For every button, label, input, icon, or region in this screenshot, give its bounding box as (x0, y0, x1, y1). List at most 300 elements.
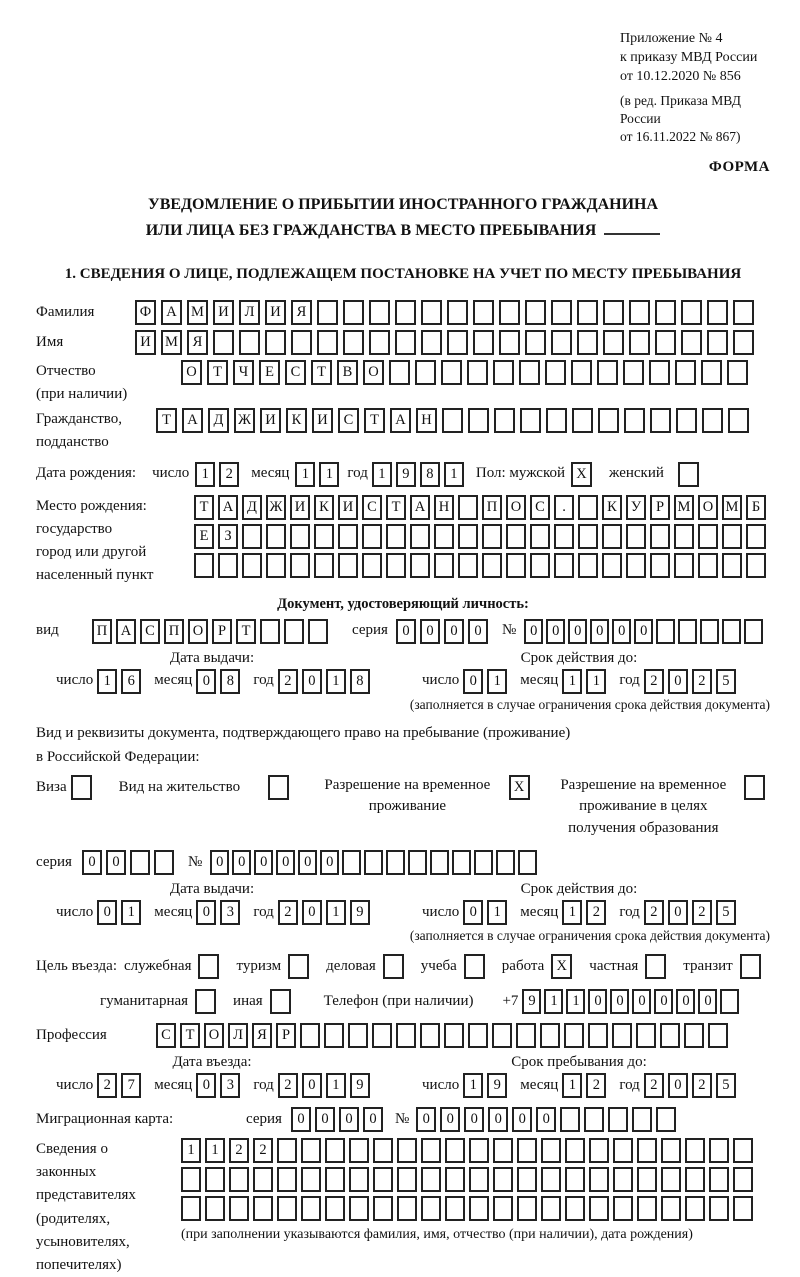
char-cell[interactable] (496, 850, 515, 875)
char-cell[interactable]: И (213, 300, 234, 325)
char-cell[interactable]: Т (311, 360, 332, 385)
char-cell[interactable] (744, 619, 763, 644)
char-cell[interactable] (343, 330, 364, 355)
checkbox[interactable] (270, 989, 291, 1014)
char-cell[interactable]: 0 (291, 1107, 311, 1132)
char-cell[interactable]: 0 (610, 989, 629, 1014)
char-cell[interactable] (675, 360, 696, 385)
char-cell[interactable] (349, 1138, 369, 1163)
char-cell[interactable] (546, 408, 567, 433)
char-cell[interactable]: 0 (363, 1107, 383, 1132)
char-cell[interactable] (530, 524, 550, 549)
char-cell[interactable]: 3 (220, 900, 240, 925)
char-cell[interactable]: О (181, 360, 202, 385)
char-cell[interactable] (707, 330, 728, 355)
char-cell[interactable] (342, 850, 361, 875)
char-cell[interactable]: С (362, 495, 382, 520)
char-cell[interactable] (589, 1167, 609, 1192)
char-cell[interactable]: 0 (654, 989, 673, 1014)
char-cell[interactable]: 0 (668, 1073, 688, 1098)
char-cell[interactable]: Л (239, 300, 260, 325)
char-cell[interactable] (467, 360, 488, 385)
char-cell[interactable]: 2 (586, 1073, 606, 1098)
char-cell[interactable]: К (314, 495, 334, 520)
char-cell[interactable] (277, 1167, 297, 1192)
checkbox[interactable]: X (551, 954, 572, 979)
char-cell[interactable] (290, 524, 310, 549)
char-cell[interactable] (519, 360, 540, 385)
char-cell[interactable]: 1 (463, 1073, 483, 1098)
char-cell[interactable] (362, 524, 382, 549)
char-cell[interactable]: 0 (668, 669, 688, 694)
char-cell[interactable] (623, 360, 644, 385)
char-cell[interactable] (506, 553, 526, 578)
char-cell[interactable] (637, 1196, 657, 1221)
char-cell[interactable]: 1 (444, 462, 464, 487)
char-cell[interactable] (678, 619, 697, 644)
char-cell[interactable] (265, 330, 286, 355)
char-cell[interactable] (364, 850, 383, 875)
char-cell[interactable] (317, 330, 338, 355)
checkbox[interactable] (678, 462, 699, 487)
char-cell[interactable] (445, 1196, 465, 1221)
char-cell[interactable] (577, 330, 598, 355)
char-cell[interactable] (656, 619, 675, 644)
char-cell[interactable] (637, 1138, 657, 1163)
char-cell[interactable] (373, 1196, 393, 1221)
char-cell[interactable] (727, 360, 748, 385)
char-cell[interactable] (525, 330, 546, 355)
char-cell[interactable]: Д (208, 408, 229, 433)
char-cell[interactable] (301, 1138, 321, 1163)
char-cell[interactable]: 1 (487, 900, 507, 925)
char-cell[interactable]: 1 (544, 989, 563, 1014)
char-cell[interactable] (517, 1167, 537, 1192)
char-cell[interactable] (325, 1196, 345, 1221)
char-cell[interactable] (194, 553, 214, 578)
char-cell[interactable]: 0 (676, 989, 695, 1014)
char-cell[interactable]: А (161, 300, 182, 325)
char-cell[interactable] (629, 300, 650, 325)
char-cell[interactable] (685, 1196, 705, 1221)
char-cell[interactable]: 1 (562, 669, 582, 694)
char-cell[interactable] (728, 408, 749, 433)
char-cell[interactable] (229, 1196, 249, 1221)
char-cell[interactable] (709, 1167, 729, 1192)
char-cell[interactable] (700, 619, 719, 644)
char-cell[interactable] (493, 1196, 513, 1221)
char-cell[interactable] (441, 360, 462, 385)
char-cell[interactable]: 1 (372, 462, 392, 487)
char-cell[interactable] (554, 553, 574, 578)
char-cell[interactable]: 9 (487, 1073, 507, 1098)
char-cell[interactable] (474, 850, 493, 875)
char-cell[interactable] (578, 495, 598, 520)
char-cell[interactable] (372, 1023, 392, 1048)
char-cell[interactable] (395, 330, 416, 355)
char-cell[interactable] (444, 1023, 464, 1048)
char-cell[interactable] (733, 300, 754, 325)
checkbox[interactable] (383, 954, 404, 979)
char-cell[interactable] (626, 524, 646, 549)
char-cell[interactable]: 9 (396, 462, 416, 487)
char-cell[interactable] (469, 1167, 489, 1192)
char-cell[interactable] (410, 524, 430, 549)
char-cell[interactable]: 0 (339, 1107, 359, 1132)
char-cell[interactable] (213, 330, 234, 355)
char-cell[interactable]: А (218, 495, 238, 520)
char-cell[interactable] (565, 1138, 585, 1163)
checkbox[interactable] (744, 775, 765, 800)
char-cell[interactable]: И (290, 495, 310, 520)
char-cell[interactable]: 0 (196, 900, 216, 925)
char-cell[interactable] (545, 360, 566, 385)
char-cell[interactable] (722, 524, 742, 549)
char-cell[interactable] (494, 408, 515, 433)
char-cell[interactable] (447, 330, 468, 355)
char-cell[interactable]: С (338, 408, 359, 433)
char-cell[interactable] (708, 1023, 728, 1048)
char-cell[interactable]: И (260, 408, 281, 433)
char-cell[interactable] (564, 1023, 584, 1048)
char-cell[interactable] (130, 850, 150, 875)
char-cell[interactable] (284, 619, 304, 644)
char-cell[interactable]: 0 (396, 619, 416, 644)
char-cell[interactable] (577, 300, 598, 325)
char-cell[interactable]: 0 (488, 1107, 508, 1132)
char-cell[interactable] (218, 553, 238, 578)
char-cell[interactable]: А (410, 495, 430, 520)
char-cell[interactable] (698, 553, 718, 578)
char-cell[interactable] (408, 850, 427, 875)
char-cell[interactable]: 8 (350, 669, 370, 694)
char-cell[interactable] (722, 553, 742, 578)
char-cell[interactable] (733, 1167, 753, 1192)
char-cell[interactable]: 0 (536, 1107, 556, 1132)
char-cell[interactable]: Я (291, 300, 312, 325)
char-cell[interactable] (602, 553, 622, 578)
char-cell[interactable] (565, 1196, 585, 1221)
char-cell[interactable] (525, 300, 546, 325)
char-cell[interactable]: 2 (229, 1138, 249, 1163)
char-cell[interactable] (395, 300, 416, 325)
char-cell[interactable]: 2 (644, 1073, 664, 1098)
char-cell[interactable]: 3 (220, 1073, 240, 1098)
char-cell[interactable] (655, 300, 676, 325)
char-cell[interactable] (674, 553, 694, 578)
char-cell[interactable]: 5 (716, 1073, 736, 1098)
char-cell[interactable]: О (363, 360, 384, 385)
char-cell[interactable]: Ф (135, 300, 156, 325)
char-cell[interactable]: Я (187, 330, 208, 355)
char-cell[interactable] (229, 1167, 249, 1192)
char-cell[interactable] (722, 619, 741, 644)
char-cell[interactable]: Р (650, 495, 670, 520)
char-cell[interactable] (266, 524, 286, 549)
char-cell[interactable] (530, 553, 550, 578)
char-cell[interactable] (720, 989, 739, 1014)
char-cell[interactable] (181, 1196, 201, 1221)
char-cell[interactable] (702, 408, 723, 433)
char-cell[interactable] (603, 300, 624, 325)
char-cell[interactable] (674, 524, 694, 549)
char-cell[interactable]: О (698, 495, 718, 520)
char-cell[interactable] (473, 300, 494, 325)
char-cell[interactable]: Е (194, 524, 214, 549)
char-cell[interactable] (349, 1196, 369, 1221)
char-cell[interactable] (613, 1138, 633, 1163)
char-cell[interactable] (517, 1138, 537, 1163)
char-cell[interactable]: К (602, 495, 622, 520)
char-cell[interactable] (649, 360, 670, 385)
char-cell[interactable] (551, 330, 572, 355)
char-cell[interactable]: 5 (716, 669, 736, 694)
char-cell[interactable] (205, 1196, 225, 1221)
char-cell[interactable] (661, 1196, 681, 1221)
char-cell[interactable]: 0 (254, 850, 273, 875)
char-cell[interactable] (314, 524, 334, 549)
char-cell[interactable] (603, 330, 624, 355)
char-cell[interactable] (613, 1196, 633, 1221)
char-cell[interactable]: Б (746, 495, 766, 520)
char-cell[interactable]: 1 (195, 462, 215, 487)
char-cell[interactable]: 0 (302, 1073, 322, 1098)
char-cell[interactable]: 2 (692, 900, 712, 925)
char-cell[interactable]: П (164, 619, 184, 644)
char-cell[interactable]: 9 (350, 900, 370, 925)
char-cell[interactable]: 0 (420, 619, 440, 644)
char-cell[interactable]: Е (259, 360, 280, 385)
char-cell[interactable] (396, 1023, 416, 1048)
checkbox[interactable] (268, 775, 289, 800)
char-cell[interactable] (636, 1023, 656, 1048)
char-cell[interactable]: О (188, 619, 208, 644)
char-cell[interactable]: 2 (644, 669, 664, 694)
char-cell[interactable] (242, 553, 262, 578)
char-cell[interactable] (589, 1196, 609, 1221)
char-cell[interactable] (541, 1167, 561, 1192)
char-cell[interactable] (560, 1107, 580, 1132)
char-cell[interactable]: 0 (468, 619, 488, 644)
char-cell[interactable]: А (116, 619, 136, 644)
char-cell[interactable] (421, 1138, 441, 1163)
char-cell[interactable]: О (506, 495, 526, 520)
char-cell[interactable]: 0 (97, 900, 117, 925)
char-cell[interactable] (445, 1167, 465, 1192)
char-cell[interactable] (608, 1107, 628, 1132)
char-cell[interactable] (421, 300, 442, 325)
char-cell[interactable]: 0 (464, 1107, 484, 1132)
char-cell[interactable] (578, 553, 598, 578)
char-cell[interactable] (205, 1167, 225, 1192)
char-cell[interactable] (661, 1138, 681, 1163)
char-cell[interactable] (518, 850, 537, 875)
char-cell[interactable]: 1 (487, 669, 507, 694)
char-cell[interactable]: О (204, 1023, 224, 1048)
char-cell[interactable] (386, 524, 406, 549)
char-cell[interactable] (324, 1023, 344, 1048)
char-cell[interactable] (520, 408, 541, 433)
char-cell[interactable] (325, 1138, 345, 1163)
char-cell[interactable]: Т (156, 408, 177, 433)
char-cell[interactable] (369, 300, 390, 325)
char-cell[interactable]: 1 (562, 1073, 582, 1098)
char-cell[interactable]: 2 (692, 669, 712, 694)
char-cell[interactable]: Т (180, 1023, 200, 1048)
char-cell[interactable] (681, 300, 702, 325)
char-cell[interactable] (701, 360, 722, 385)
char-cell[interactable] (452, 850, 471, 875)
char-cell[interactable]: Т (236, 619, 256, 644)
char-cell[interactable]: 0 (196, 1073, 216, 1098)
char-cell[interactable]: 0 (196, 669, 216, 694)
char-cell[interactable] (458, 495, 478, 520)
char-cell[interactable] (709, 1196, 729, 1221)
char-cell[interactable]: 0 (463, 669, 483, 694)
char-cell[interactable] (684, 1023, 704, 1048)
char-cell[interactable]: И (265, 300, 286, 325)
char-cell[interactable] (420, 1023, 440, 1048)
char-cell[interactable] (589, 1138, 609, 1163)
char-cell[interactable]: 0 (512, 1107, 532, 1132)
char-cell[interactable] (656, 1107, 676, 1132)
char-cell[interactable] (397, 1167, 417, 1192)
char-cell[interactable]: Н (434, 495, 454, 520)
char-cell[interactable] (578, 524, 598, 549)
char-cell[interactable] (434, 553, 454, 578)
char-cell[interactable] (493, 1138, 513, 1163)
char-cell[interactable]: И (312, 408, 333, 433)
char-cell[interactable]: И (338, 495, 358, 520)
char-cell[interactable] (242, 524, 262, 549)
char-cell[interactable]: Т (207, 360, 228, 385)
char-cell[interactable]: 2 (586, 900, 606, 925)
char-cell[interactable] (314, 553, 334, 578)
char-cell[interactable]: 2 (253, 1138, 273, 1163)
char-cell[interactable] (540, 1023, 560, 1048)
char-cell[interactable]: 2 (278, 1073, 298, 1098)
char-cell[interactable]: У (626, 495, 646, 520)
char-cell[interactable] (434, 524, 454, 549)
char-cell[interactable] (650, 524, 670, 549)
char-cell[interactable]: 1 (566, 989, 585, 1014)
char-cell[interactable]: И (135, 330, 156, 355)
char-cell[interactable] (571, 360, 592, 385)
char-cell[interactable]: 0 (668, 900, 688, 925)
char-cell[interactable] (266, 553, 286, 578)
char-cell[interactable]: П (482, 495, 502, 520)
char-cell[interactable]: 1 (97, 669, 117, 694)
char-cell[interactable]: 0 (612, 619, 631, 644)
char-cell[interactable] (588, 1023, 608, 1048)
char-cell[interactable] (421, 330, 442, 355)
char-cell[interactable] (253, 1196, 273, 1221)
char-cell[interactable] (317, 300, 338, 325)
char-cell[interactable]: М (674, 495, 694, 520)
char-cell[interactable] (516, 1023, 536, 1048)
char-cell[interactable] (482, 553, 502, 578)
char-cell[interactable]: 1 (326, 1073, 346, 1098)
char-cell[interactable]: 1 (562, 900, 582, 925)
char-cell[interactable]: 1 (326, 669, 346, 694)
char-cell[interactable]: 1 (121, 900, 141, 925)
char-cell[interactable]: Т (364, 408, 385, 433)
char-cell[interactable] (300, 1023, 320, 1048)
char-cell[interactable] (613, 1167, 633, 1192)
char-cell[interactable]: 1 (319, 462, 339, 487)
char-cell[interactable] (517, 1196, 537, 1221)
char-cell[interactable] (290, 553, 310, 578)
char-cell[interactable]: Р (212, 619, 232, 644)
char-cell[interactable] (397, 1196, 417, 1221)
checkbox[interactable] (71, 775, 92, 800)
char-cell[interactable] (181, 1167, 201, 1192)
char-cell[interactable] (733, 1138, 753, 1163)
char-cell[interactable]: 8 (220, 669, 240, 694)
char-cell[interactable] (709, 1138, 729, 1163)
char-cell[interactable]: 2 (278, 900, 298, 925)
char-cell[interactable] (430, 850, 449, 875)
checkbox[interactable] (740, 954, 761, 979)
char-cell[interactable]: 0 (320, 850, 339, 875)
checkbox[interactable] (464, 954, 485, 979)
char-cell[interactable]: С (530, 495, 550, 520)
char-cell[interactable] (343, 300, 364, 325)
char-cell[interactable] (660, 1023, 680, 1048)
char-cell[interactable]: 0 (590, 619, 609, 644)
char-cell[interactable] (624, 408, 645, 433)
char-cell[interactable] (572, 408, 593, 433)
char-cell[interactable]: Ж (234, 408, 255, 433)
char-cell[interactable] (291, 330, 312, 355)
checkbox[interactable]: X (571, 462, 592, 487)
char-cell[interactable]: Т (386, 495, 406, 520)
char-cell[interactable]: 8 (420, 462, 440, 487)
char-cell[interactable] (685, 1167, 705, 1192)
char-cell[interactable]: 0 (698, 989, 717, 1014)
char-cell[interactable] (362, 553, 382, 578)
char-cell[interactable] (685, 1138, 705, 1163)
char-cell[interactable] (632, 1107, 652, 1132)
char-cell[interactable]: 0 (444, 619, 464, 644)
char-cell[interactable]: 0 (210, 850, 229, 875)
char-cell[interactable] (410, 553, 430, 578)
char-cell[interactable]: 0 (524, 619, 543, 644)
char-cell[interactable] (499, 300, 520, 325)
char-cell[interactable]: 5 (716, 900, 736, 925)
char-cell[interactable] (349, 1167, 369, 1192)
char-cell[interactable]: 1 (181, 1138, 201, 1163)
char-cell[interactable] (612, 1023, 632, 1048)
char-cell[interactable] (541, 1196, 561, 1221)
char-cell[interactable] (698, 524, 718, 549)
char-cell[interactable] (493, 360, 514, 385)
char-cell[interactable]: 0 (632, 989, 651, 1014)
char-cell[interactable] (386, 850, 405, 875)
char-cell[interactable] (650, 408, 671, 433)
char-cell[interactable]: Я (252, 1023, 272, 1048)
char-cell[interactable] (482, 524, 502, 549)
char-cell[interactable]: С (285, 360, 306, 385)
char-cell[interactable] (541, 1138, 561, 1163)
char-cell[interactable] (386, 553, 406, 578)
char-cell[interactable] (389, 360, 410, 385)
char-cell[interactable] (154, 850, 174, 875)
char-cell[interactable]: 2 (97, 1073, 117, 1098)
char-cell[interactable]: В (337, 360, 358, 385)
char-cell[interactable]: 0 (106, 850, 126, 875)
char-cell[interactable] (277, 1196, 297, 1221)
